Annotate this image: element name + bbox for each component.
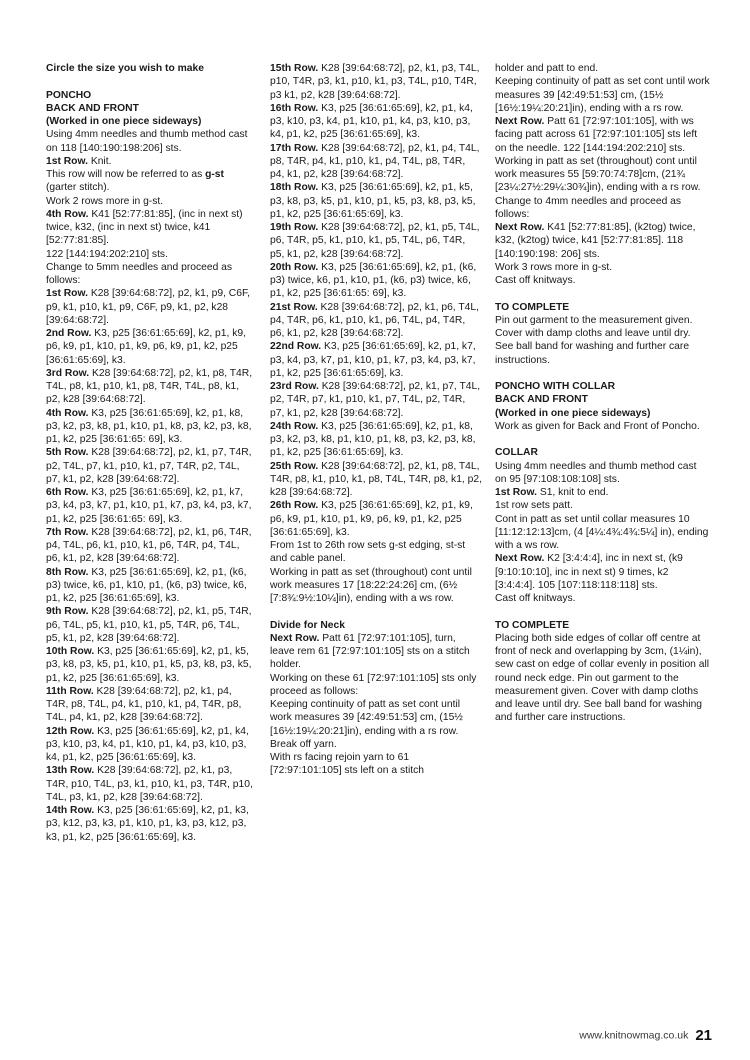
paragraph-text: Cast off knitways. — [495, 275, 576, 286]
row-instruction: K3, p25 [36:61:65:69], k2, p1, k8, p3, k2, p3, k8, p1, k10, p1, k8, p3, k2, p3, k8, p1, k2, p25 [36:61:65:69], k3. — [270, 420, 476, 459]
row-label: 23rd Row. — [270, 381, 319, 392]
row-label: 1st Row. — [46, 288, 88, 300]
row-label: 1st Row. — [46, 155, 88, 167]
pattern-row — [46, 764, 256, 804]
row-label: 22nd Row. — [270, 341, 322, 353]
row-label: 26th Row. — [270, 500, 319, 512]
pattern-row — [46, 566, 256, 606]
row-instruction: K28 [39:64:68:72], p2, k1, p8, T4R, T4L, p8, k1, p10, k1, p8, T4R, T4L, p8, k1, p2, k28 [39:64:68:72]. — [46, 367, 253, 406]
row-instruction: K41 [52:77:81:85], (inc in next st) twice, k32, (inc in next st) twice, k41 [52:77:81:85]. — [46, 208, 243, 247]
row-instruction: K28 [39:64:68:72], p2, k1, p7, T4L, p2, T4R, p7, k1, p10, k1, p7, T4L, p2, T4R, p7, k1, p2, k28 [39:64:68:72]. — [270, 381, 481, 419]
row-instruction: K41 [52:77:81:85], (k2tog) twice, k32, (k2tog) twice, k41 [52:77:81:85]. 118 [140:190:198: 206] sts. — [495, 222, 696, 260]
row-label: 4th Row. — [46, 407, 89, 419]
row-instruction: K3, p25 [36:61:65:69], k2, p1, k4, p3, k10, p3, k4, p1, k10, p1, k4, p3, k10, p3, k4, p1, k2, p25 [36:61:65:69], k3. — [46, 725, 249, 763]
section-heading: Circle the size you wish to make — [46, 63, 204, 74]
row-instruction: K28 [39:64:68:72], p2, k1, p7, T4R, p2, T4L, p7, k1, p10, k1, p7, T4R, p2, T4L, p7, k1, p2, k28 [39:64:68:72]. — [46, 447, 252, 485]
instruction-paragraph — [270, 672, 482, 699]
row-label: 2nd Row. — [46, 328, 92, 339]
instruction-paragraph — [495, 499, 710, 512]
section-heading: BACK AND FRONT — [46, 102, 139, 114]
row-instruction: K3, p25 [36:61:65:69], k2, p1, (k6, p3) twice, k6, p1, k10, p1, (k6, p3) twice, k6, p1, k2, p25 [36:61:65: 69], k3. — [270, 261, 477, 300]
paragraph-text: Change to 4mm needles and proceed as follows: — [495, 195, 682, 220]
row-instruction: K3, p25 [36:61:65:69], k2, p1, k8, p3, k2, p3, k8, p1, k10, p1, k8, p3, k2, p3, k8, p1, k2, p25 [36:61:65: 69], k3. — [46, 407, 252, 445]
instruction-paragraph — [46, 261, 256, 288]
instruction-paragraph — [495, 62, 710, 75]
instruction-paragraph — [46, 248, 256, 261]
emphasis-term: g-st — [205, 169, 224, 180]
row-instruction: K28 [39:64:68:72], p2, k1, p9, C6F, p9, k1, p10, k1, p9, C6F, p9, k1, p2, k28 [39:64:68:72]. — [46, 288, 250, 326]
paragraph-text: Using 4mm needles and thumb method cast on 95 [97:108:108:108] sts. — [495, 460, 697, 485]
section-gap — [495, 605, 710, 618]
section-heading: TO COMPLETE — [495, 619, 570, 631]
instruction-paragraph — [270, 698, 482, 738]
instruction-paragraph — [495, 460, 710, 487]
section-heading: (Worked in one piece sideways) — [46, 116, 202, 127]
row-instruction: K3, p25 [36:61:65:69], k2, p1, k7, p3, k4, p3, k7, p1, k10, p1, k7, p3, k4, p3, k7, p1, k2, p25 [36:61:65: 69], k3. — [46, 487, 252, 525]
pattern-row — [270, 62, 482, 102]
paragraph-text: Work 2 rows more in g-st. — [46, 195, 164, 207]
paragraph-text: This row will now be referred to as — [46, 169, 206, 180]
row-instruction: K28 [39:64:68:72], p2, k1, p4, T4R, p8, T4L, p4, k1, p10, k1, p4, T4R, p8, T4L, p4, k1, p2, k28 [39:64:68:72]. — [46, 685, 242, 724]
paragraph-text: Working in patt as set (throughout) cont until work measures 55 [59:70:74:78]cm, (21¾ [23¼:27½:29¼:30¾]in), ending with a rs row. — [495, 155, 701, 194]
pattern-row — [270, 142, 482, 182]
paragraph-text: Cont in patt as set until collar measures 10 [11:12:12:13]cm, (4 [4¼:4¾:4¾:5¼] in), ending with a ws row. — [495, 513, 709, 551]
paragraph-text: holder and patt to end. — [495, 63, 599, 74]
pattern-row — [270, 632, 482, 672]
row-label: 12th Row. — [46, 725, 95, 737]
row-instruction: K3, p25 [36:61:65:69], k2, p1, k5, p3, k8, p3, k5, p1, k10, p1, k5, p3, k8, p3, k5, p1, k2, p25 [36:61:65:69], k3. — [270, 182, 476, 220]
instruction-paragraph — [495, 592, 710, 605]
row-instruction: K28 [39:64:68:72], p2, k1, p6, T4L, p4, T4R, p6, k1, p10, k1, p6, T4L, p4, T4R, p6, k1, p2, k28 [39:64:68:72]. — [270, 301, 479, 339]
pattern-row — [46, 605, 256, 645]
instruction-paragraph — [46, 168, 256, 195]
row-label: 18th Row. — [270, 182, 319, 194]
paragraph-text: Working on these 61 [72:97:101:105] sts only proceed as follows: — [270, 672, 477, 697]
paragraph-text: Working in patt as set (throughout) cont until work measures 17 [18:22:24:26] cm, (6½ [7:8¾:9½:10¼]in), ending with a ws row. — [270, 566, 472, 604]
row-instruction: Knit. — [87, 155, 112, 167]
row-instruction: K28 [39:64:68:72], p2, k1, p4, T4L, p8, T4R, p4, k1, p10, k1, p4, T4L, p8, T4R, p4, k1, p2, k28 [39:64:68:72]. — [270, 142, 480, 180]
row-instruction: K3, p25 [36:61:65:69], k2, p1, k9, p6, k9, p1, k10, p1, k9, p6, k9, p1, k2, p25 [36:61:65:69], k3. — [46, 328, 246, 366]
pattern-row — [270, 221, 482, 261]
instruction-paragraph — [495, 274, 710, 287]
paragraph-text: Change to 5mm needles and proceed as follows: — [46, 261, 233, 286]
pattern-row — [46, 645, 256, 685]
row-label: 3rd Row. — [46, 367, 90, 379]
row-instruction: K3, p25 [36:61:65:69], k2, p1, k7, p3, k4, p3, k7, p1, k10, p1, k7, p3, k4, p3, k7, p1, k2, p25 [36:61:65:69], k3. — [270, 341, 476, 379]
row-instruction: K3, p25 [36:61:65:69], k2, p1, k9, p6, k9, p1, k10, p1, k9, p6, k9, p1, k2, p25 [36:61:65:69], k3. — [270, 500, 473, 538]
row-instruction: K3, p25 [36:61:65:69], k2, p1, k3, p3, k12, p3, k3, p1, k10, p1, k3, p3, k12, p3, k3, p1, k2, p25 [36:61:65:69], k3. — [46, 805, 249, 843]
section-heading: COLLAR — [495, 447, 538, 459]
column-left — [46, 62, 256, 844]
instruction-paragraph — [270, 738, 482, 751]
paragraph-text: Placing both side edges of collar off centre at front of neck and overlapping by 3cm, (1¼in), sew cast on edge of collar evenly in position all round neck edge. Pin out garment to the measurement given. Cover with damp cloths and leave until dry. See ball band for washing and further care instructions. — [495, 632, 710, 724]
pattern-row — [270, 340, 482, 380]
pattern-row — [495, 552, 710, 592]
row-label: 6th Row. — [46, 487, 89, 498]
pattern-row — [46, 685, 256, 725]
section-gap — [495, 367, 710, 380]
pattern-row — [46, 155, 256, 168]
pattern-row — [46, 804, 256, 844]
instruction-paragraph — [270, 751, 482, 778]
instruction-paragraph — [270, 566, 482, 606]
column-right — [495, 62, 710, 725]
section-gap — [495, 433, 710, 446]
paragraph-text: Work 3 rows more in g-st. — [495, 261, 613, 273]
section-heading: PONCHO — [46, 89, 92, 101]
row-label: Next Row. — [495, 553, 545, 565]
pattern-row — [46, 208, 256, 248]
instruction-paragraph — [495, 314, 710, 367]
section-heading: PONCHO WITH COLLAR — [495, 381, 616, 392]
row-instruction: K28 [39:64:68:72], p2, k1, p5, T4R, p6, T4L, p5, k1, p10, k1, p5, T4R, p6, T4L, p5, k1, p2, k28 [39:64:68:72]. — [46, 606, 252, 644]
row-label: 11th Row. — [46, 685, 94, 697]
paragraph-text: 1st row sets patt. — [495, 500, 573, 512]
row-instruction: K28 [39:64:68:72], p2, k1, p3, T4L, p10, T4R, p3, k1, p10, k1, p3, T4L, p10, T4R, p3 k1, p2, k28 [39:64:68:72]. — [270, 63, 480, 101]
row-instruction: K2 [3:4:4:4], inc in next st, (k9 [9:10:10:10], inc in next st) 9 times, k2 [3:4:4:4]. 105 [107:118:118:118] sts. — [495, 553, 683, 591]
pattern-row — [495, 221, 710, 261]
pattern-row — [270, 181, 482, 221]
row-label: Next Row. — [270, 632, 320, 644]
paragraph-text: From 1st to 26th row sets g-st edging, st-st and cable panel. — [270, 540, 466, 565]
page-number: 21 — [695, 1027, 712, 1044]
row-instruction: K3, p25 [36:61:65:69], k2, p1, k4, p3, k10, p3, k4, p1, k10, p1, k4, p3, k10, p3, k4, p1, k2, p25 [36:61:65:69], k3. — [270, 102, 473, 141]
row-label: 5th Row. — [46, 447, 89, 459]
instruction-paragraph — [495, 632, 710, 725]
column-middle — [270, 62, 482, 778]
row-label: 19th Row. — [270, 222, 319, 233]
section-heading: Divide for Neck — [270, 619, 345, 631]
paragraph-text: Pin out garment to the measurement given. Cover with damp cloths and leave until dry. See ball band for washing and further care instructions. — [495, 314, 693, 366]
pattern-row — [270, 102, 482, 142]
row-label: 13th Row. — [46, 765, 95, 777]
instruction-paragraph — [495, 513, 710, 553]
row-label: 7th Row. — [46, 526, 89, 538]
instruction-paragraph — [495, 75, 710, 115]
row-instruction: K28 [39:64:68:72], p2, k1, p5, T4L, p6, T4R, p5, k1, p10, k1, p5, T4L, p6, T4R, p5, k1, p2, k28 [39:64:68:72]. — [270, 222, 480, 260]
row-instruction: K28 [39:64:68:72], p2, k1, p6, T4R, p4, T4L, p6, k1, p10, k1, p6, T4R, p4, T4L, p6, k1, p2, k28 [39:64:68:72]. — [46, 526, 252, 565]
row-instruction: S1, knit to end. — [536, 487, 609, 498]
row-label: 10th Row. — [46, 646, 95, 657]
pattern-row — [46, 327, 256, 367]
pattern-row — [46, 407, 256, 447]
instruction-paragraph — [495, 420, 710, 433]
pattern-row — [270, 460, 482, 500]
row-instruction: K3, p25 [36:61:65:69], k2, p1, (k6, p3) twice, k6, p1, k10, p1, (k6, p3) twice, k6, p1, k2, p25 [36:61:65:69], k3. — [46, 566, 247, 604]
instruction-paragraph — [46, 128, 256, 155]
pattern-row — [270, 261, 482, 301]
paragraph-text: Using 4mm needles and thumb method cast on 118 [140:190:198:206] sts. — [46, 129, 248, 154]
paragraph-text-continued: (garter stitch). — [46, 182, 110, 194]
row-instruction: Patt 61 [72:97:101:105], turn, leave rem 61 [72:97:101:105] sts on a stitch holder. — [270, 632, 470, 671]
row-label: 14th Row. — [46, 805, 95, 816]
pattern-row — [46, 446, 256, 486]
instruction-paragraph — [495, 195, 710, 222]
paragraph-text: Break off yarn. — [270, 738, 337, 750]
paragraph-text: Keeping continuity of patt as set cont until work measures 39 [42:49:51:53] cm, (15½ [16½:19¼:20:21]in), ending with a rs row. — [270, 699, 463, 737]
paragraph-text: 122 [144:194:202:210] sts. — [46, 248, 168, 260]
pattern-row — [270, 420, 482, 460]
pattern-row — [270, 380, 482, 420]
row-instruction: K3, p25 [36:61:65:69], k2, p1, k5, p3, k8, p3, k5, p1, k10, p1, k5, p3, k8, p3, k5, p1, k2, p25 [36:61:65:69], k3. — [46, 646, 252, 684]
row-label: 24th Row. — [270, 420, 319, 432]
row-label: Next Row. — [495, 116, 545, 127]
paragraph-text: Cast off knitways. — [495, 593, 576, 604]
pattern-row — [270, 301, 482, 341]
row-instruction: K28 [39:64:68:72], p2, k1, p8, T4L, T4R, p8, k1, p10, k1, p8, T4L, T4R, p8, k1, p2, k28 [39:64:68:72]. — [270, 460, 482, 498]
row-label: 8th Row. — [46, 566, 89, 578]
row-label: Next Row. — [495, 222, 545, 233]
row-label: 9th Row. — [46, 606, 89, 618]
instruction-paragraph — [270, 539, 482, 566]
section-heading: BACK AND FRONT — [495, 394, 588, 406]
pattern-row — [46, 367, 256, 407]
section-gap — [46, 75, 256, 88]
pattern-row — [46, 287, 256, 327]
row-instruction: K28 [39:64:68:72], p2, k1, p3, T4R, p10, T4L, p3, k1, p10, k1, p3, T4R, p10, T4L, p3, k1, p2, k28 [39:64:68:72]. — [46, 765, 253, 803]
instruction-paragraph — [495, 261, 710, 274]
pattern-row — [495, 115, 710, 155]
row-label: 21st Row. — [270, 301, 318, 313]
paragraph-text: Keeping continuity of patt as set cont until work measures 39 [42:49:51:53] cm, (15½ [16½:19¼:20:21]in), ending with a rs row. — [495, 76, 710, 114]
section-heading: TO COMPLETE — [495, 301, 570, 313]
footer-url: www.knitnowmag.co.uk — [579, 1029, 689, 1042]
row-label: 16th Row. — [270, 102, 319, 114]
pattern-row — [495, 486, 710, 499]
row-label: 20th Row. — [270, 261, 319, 273]
row-label: 1st Row. — [495, 487, 537, 498]
section-gap — [495, 287, 710, 300]
section-gap — [270, 605, 482, 618]
row-label: 25th Row. — [270, 460, 319, 472]
pattern-row — [46, 526, 256, 566]
page-footer — [0, 1027, 712, 1044]
paragraph-text: With rs facing rejoin yarn to 61 [72:97:101:105] sts left on a stitch — [270, 752, 424, 777]
row-label: 4th Row. — [46, 208, 89, 220]
row-label: 15th Row. — [270, 63, 319, 74]
pattern-row — [46, 486, 256, 526]
row-label: 17th Row. — [270, 142, 319, 154]
pattern-row — [46, 725, 256, 765]
instruction-paragraph — [495, 155, 710, 195]
row-instruction: Patt 61 [72:97:101:105], with ws facing patt across 61 [72:97:101:105] sts left on the needle. 122 [144:194:202:210] sts. — [495, 116, 698, 154]
instruction-paragraph — [46, 195, 256, 208]
section-heading: (Worked in one piece sideways) — [495, 407, 651, 419]
pattern-row — [270, 499, 482, 539]
paragraph-text: Work as given for Back and Front of Poncho. — [495, 420, 700, 432]
